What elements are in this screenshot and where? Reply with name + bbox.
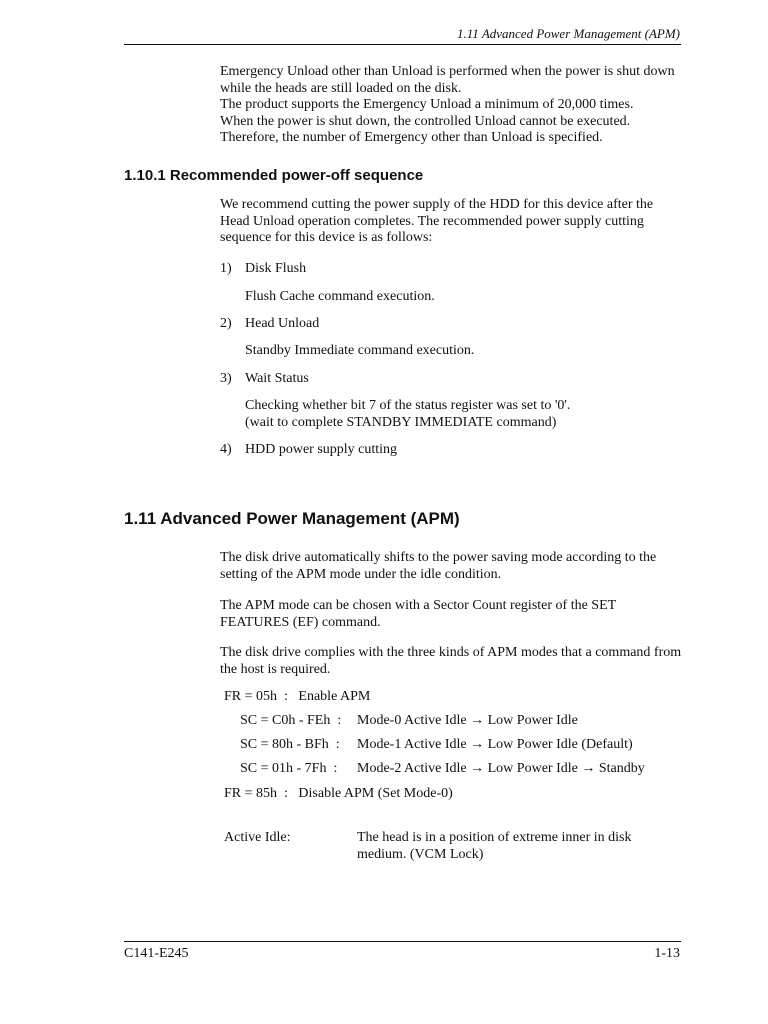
intro-line: Therefore, the number of Emergency other than Unload is specified. <box>220 130 603 145</box>
footer-doc-code: C141-E245 <box>124 946 189 961</box>
step-number: 4) <box>220 442 232 457</box>
definition-line: medium. (VCM Lock) <box>357 846 484 862</box>
intro-line: The product supports the Emergency Unload a minimum of 20,000 times. <box>220 97 634 112</box>
step-detail: Flush Cache command execution. <box>245 289 435 304</box>
intro-paragraph <box>220 64 675 147</box>
running-header: 1.11 Advanced Power Management (APM) <box>457 26 680 41</box>
sc-range: SC = 01h - 7Fh : <box>240 761 338 776</box>
header-rule <box>124 44 681 45</box>
section-heading-1-11: 1.11 Advanced Power Management (APM) <box>124 509 460 528</box>
fr-enable-line: FR = 05h : Enable APM <box>224 689 371 704</box>
mode-description: Mode-0 Active Idle → Low Power Idle <box>357 713 578 728</box>
intro-line: while the heads are still loaded on the disk. <box>220 80 462 96</box>
definition-line: The head is in a position of extreme inner in disk <box>357 830 632 845</box>
sc-range: SC = 80h - BFh : <box>240 737 340 752</box>
step-title: Head Unload <box>245 316 320 331</box>
step-number: 3) <box>220 371 232 386</box>
paragraph-line: The APM mode can be chosen with a Sector Count register of the SET <box>220 598 617 613</box>
footer-page-number: 1-13 <box>654 946 680 961</box>
paragraph-line: The disk drive complies with the three kinds of APM modes that a command from <box>220 645 682 660</box>
paragraph-line: FEATURES (EF) command. <box>220 614 381 630</box>
mode-description: Mode-1 Active Idle → Low Power Idle (Default) <box>357 737 633 752</box>
paragraph-line: sequence for this device is as follows: <box>220 230 433 245</box>
active-idle-definition <box>357 830 632 863</box>
apm-paragraph-2 <box>220 598 616 631</box>
paragraph-line: setting of the APM mode under the idle condition. <box>220 566 502 582</box>
step-title: HDD power supply cutting <box>245 442 398 457</box>
apm-paragraph-3 <box>220 645 681 678</box>
section-1-10-1-paragraph <box>220 197 653 247</box>
intro-line: When the power is shut down, the controlled Unload cannot be executed. <box>220 113 631 129</box>
paragraph-line: the host is required. <box>220 661 331 677</box>
paragraph-line: Head Unload operation completes. The recommended power supply cutting <box>220 213 644 229</box>
step-detail-line: Checking whether bit 7 of the status register was set to '0'. <box>245 398 571 413</box>
footer-rule <box>124 941 681 942</box>
section-heading-1-10-1: 1.10.1 Recommended power-off sequence <box>124 167 424 184</box>
fr-disable-line: FR = 85h : Disable APM (Set Mode-0) <box>224 786 453 801</box>
mode-description: Mode-2 Active Idle → Low Power Idle → Standby <box>357 761 645 776</box>
step-number: 2) <box>220 316 232 331</box>
sc-range: SC = C0h - FEh : <box>240 713 342 728</box>
apm-paragraph-1 <box>220 550 656 583</box>
step-detail <box>245 398 570 431</box>
paragraph-line: We recommend cutting the power supply of the HDD for this device after the <box>220 197 654 212</box>
step-number: 1) <box>220 261 232 276</box>
paragraph-line: The disk drive automatically shifts to the power saving mode according to the <box>220 550 657 565</box>
step-title: Wait Status <box>245 371 309 386</box>
intro-line: Emergency Unload other than Unload is performed when the power is shut down <box>220 64 675 79</box>
step-detail: Standby Immediate command execution. <box>245 343 475 358</box>
active-idle-label: Active Idle: <box>224 830 291 845</box>
step-detail-line: (wait to complete STANDBY IMMEDIATE command) <box>245 414 557 430</box>
step-title: Disk Flush <box>245 261 307 276</box>
